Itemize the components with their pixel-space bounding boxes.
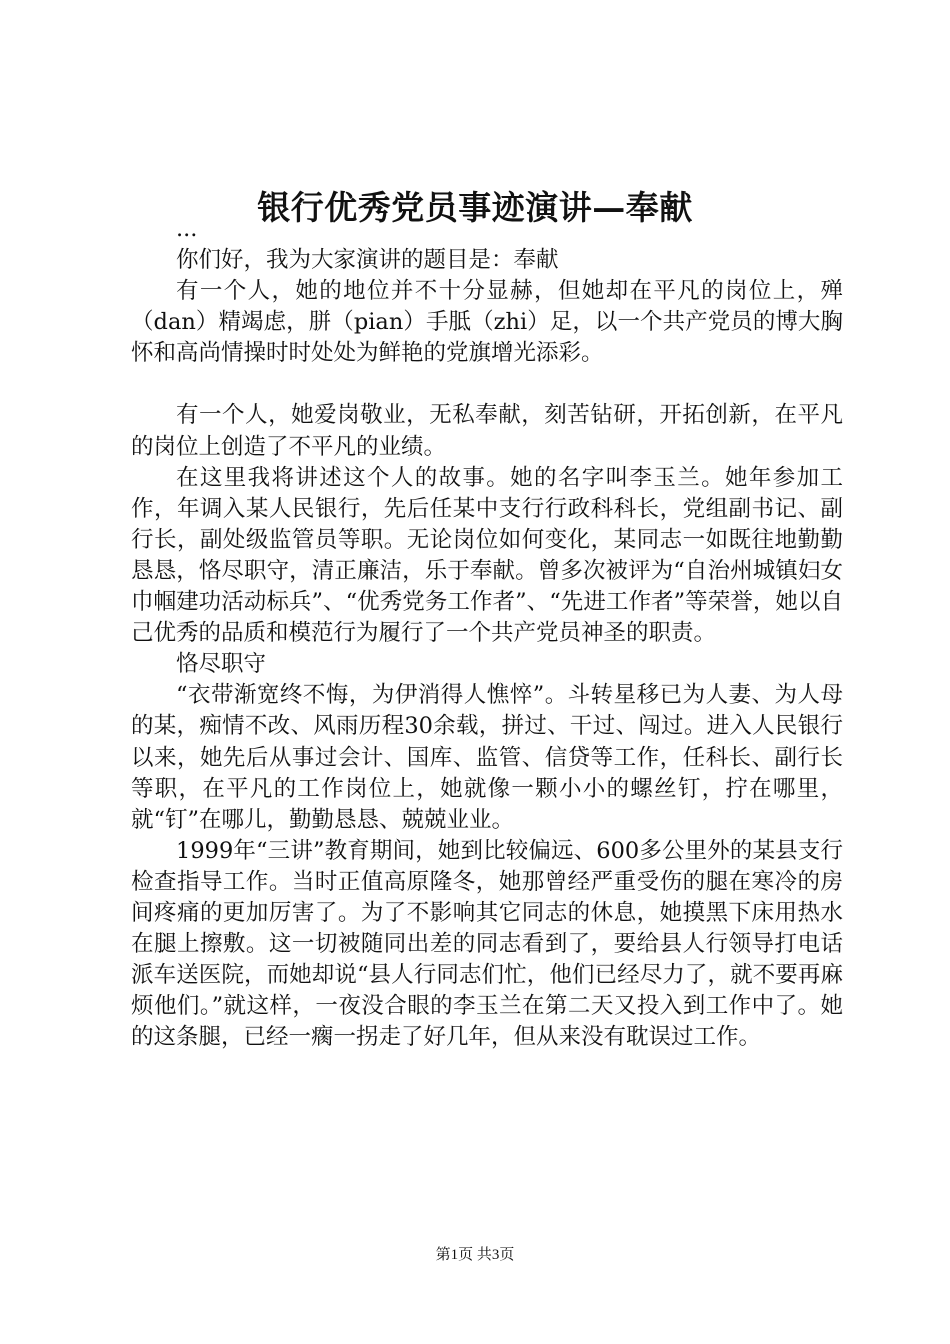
paragraph-intro: 有一个人，她的地位并不十分显赫，但她却在平凡的岗位上，殚（dan）精竭虑，胼（pian）手胝（zhi）足，以一个共产党员的博大胸怀和高尚情操时时处处为鲜艳的党旗增光添彩。 — [131, 278, 843, 367]
paragraph-story: 在这里我将讲述这个人的故事。她的名字叫李玉兰。她年参加工作，年调入某人民银行，先后任某中支行行政科科长，党组副书记、副行长，副处级监管员等职。无论岗位如何变化，某同志一如既往地勤勤恳恳，恪尽职守，清正廉洁，乐于奉献。曾多次被评为“自治州城镇妇女巾帼建功活动标兵”、“优秀党务工作者”、“先进工作者”等荣誉，她以自己优秀的品质和模范行为履行了一个共产党员神圣的职责。 — [131, 464, 843, 647]
document-title: 银行优秀党员事迹演讲—奉献 — [257, 188, 693, 227]
document-body — [131, 214, 843, 1053]
paragraph-1999: 1999年“三讲”教育期间，她到比较偏远、600多公里外的某县支行检查指导工作。当时正值高原隆冬，她那曾经严重受伤的腿在寒冷的房间疼痛的更加厉害了。为了不影响其它同志的休息，她摸黑下床用热水在腿上擦敷。这一切被随同出差的同志看到了，要给县人行领导打电话派车送医院，而她却说“县人行同志们忙，他们已经尽力了，就不要再麻烦他们。”就这样，一夜没合眼的李玉兰在第二天又投入到工作中了。她的这条腿，已经一瘸一拐走了好几年，但从来没有耽误过工作。 — [131, 837, 843, 1051]
paragraph-ellipsis: ... — [176, 216, 198, 242]
paragraph-gap — [131, 369, 843, 400]
paragraph-greeting: 你们好，我为大家演讲的题目是：奉献 — [176, 247, 559, 274]
section-heading: 恪尽职守 — [176, 651, 267, 678]
paragraph-career: “衣带渐宽终不悔，为伊消得人憔悴”。斗转星移已为人妻、为人母的某，痴情不改、风雨历程30余载，拼过、干过、闯过。进入人民银行以来，她先后从事过会计、国库、监管、信贷等工作，任科长、副行长等职，在平凡的工作岗位上，她就像一颗小小的螺丝钉，拧在哪里，就“钉”在哪儿，勤勤恳恳、兢兢业业。 — [131, 682, 843, 833]
paragraph-dedication: 有一个人，她爱岗敬业，无私奉献，刻苦钻研，开拓创新，在平凡的岗位上创造了不平凡的业绩。 — [131, 402, 843, 460]
page-number-footer: 第1页 共3页 — [435, 1247, 515, 1263]
